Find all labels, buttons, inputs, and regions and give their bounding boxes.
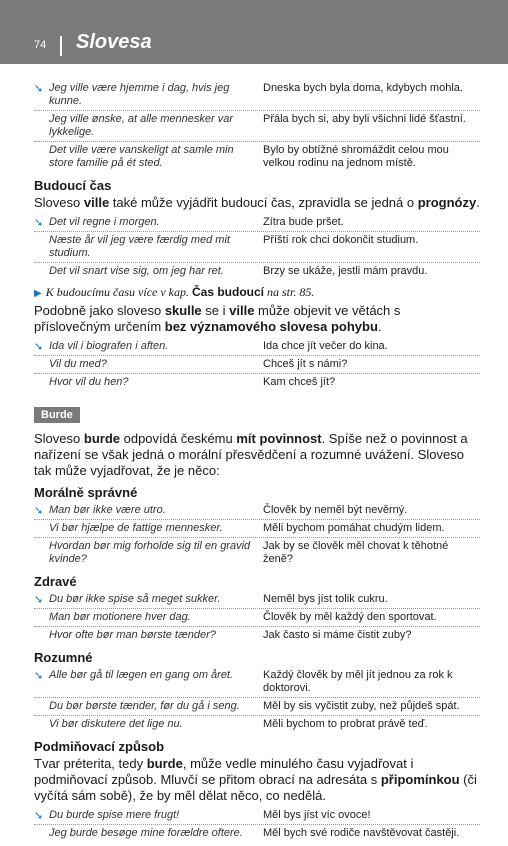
example-row: [34, 110, 480, 141]
danish-text: Du bør ikke spise så meget sukker.: [49, 593, 221, 605]
danish-sentence: [34, 376, 263, 389]
example-arrow-icon: ➘: [34, 810, 44, 822]
czech-translation: Brzy se ukáže, jestli mám pravdu.: [263, 265, 428, 277]
danish-text: Vi bør hjælpe de fattige mennesker.: [49, 522, 223, 534]
danish-sentence: [34, 540, 263, 566]
example-table-ville: [34, 80, 480, 172]
example-table-reasonable: [34, 667, 480, 733]
danish-sentence: [34, 265, 263, 278]
czech-translation: Ida chce jít večer do kina.: [263, 340, 388, 352]
example-row: [34, 231, 480, 262]
example-table-moral: [34, 502, 480, 568]
danish-sentence: [34, 504, 263, 517]
danish-sentence: [34, 718, 263, 731]
example-arrow-icon: ➘: [34, 83, 44, 95]
danish-text: Man bør motionere hver dag.: [49, 611, 191, 623]
danish-text: Det vil snart vise sig, om jeg har ret.: [49, 265, 224, 277]
example-table-conditional: [34, 807, 480, 842]
danish-sentence: [34, 358, 263, 371]
danish-sentence: [34, 827, 263, 840]
czech-translation: Zítra bude pršet.: [263, 216, 344, 228]
example-table-motion: [34, 338, 480, 391]
example-row: [34, 373, 480, 391]
danish-text: Hvor vil du hen?: [49, 376, 129, 388]
cross-reference: ▶ K budoucímu času více v kap. Čas budoucí na str. 85.: [34, 285, 315, 299]
danish-text: Hvor ofte bør man børste tænder?: [49, 629, 216, 641]
page-header: [0, 0, 508, 64]
danish-text: Alle bør gå til lægen en gang om året.: [49, 669, 234, 681]
danish-text: Det ville være vanskeligt at samle min store familie på ét sted.: [49, 144, 234, 169]
danish-sentence: [34, 611, 263, 624]
danish-sentence: [34, 340, 263, 353]
example-row: [34, 667, 480, 697]
example-row: [34, 697, 480, 715]
czech-translation: Chceš jít s námi?: [263, 358, 348, 370]
example-arrow-icon: ➘: [34, 505, 44, 517]
chapter-title: Slovesa: [76, 31, 152, 53]
example-arrow-icon: ➘: [34, 217, 44, 229]
conditional-paragraph: Tvar préterita, tedy burde, může vedle minulého času vyjadřovat i podmiňovací způsob. Mluvčí se přitom obrací na adresáta s připomínkou (či vyčítá sám sobě), že by měl dělat něco, co nedělá.: [34, 756, 477, 803]
section-heading-conditional: Podmiňovací způsob: [34, 739, 165, 754]
czech-translation: Člověk by neměl být nevěrný.: [263, 504, 408, 516]
czech-translation: Měl bys jíst víc ovoce!: [263, 809, 371, 821]
section-heading-healthy: Zdravé: [34, 574, 77, 589]
example-row: [34, 502, 480, 519]
example-row: [34, 537, 480, 568]
example-row: [34, 824, 480, 842]
danish-text: Vil du med?: [49, 358, 107, 370]
danish-text: Jeg burde besøge mine forældre oftere.: [49, 827, 243, 839]
section-heading-reasonable: Rozumné: [34, 650, 93, 665]
danish-sentence: [34, 593, 263, 606]
example-row: [34, 519, 480, 537]
future-paragraph: Sloveso ville také může vyjádřit budoucí čas, zpravidla se jedná o prognózy.: [34, 195, 480, 210]
czech-translation: Člověk by měl každý den sportovat.: [263, 611, 437, 623]
czech-translation: Měli bychom to probrat právě teď.: [263, 718, 428, 730]
example-arrow-icon: ➘: [34, 594, 44, 606]
danish-sentence: [34, 82, 263, 108]
czech-translation: Každý člověk by měl jít jednou za rok k doktorovi.: [263, 669, 453, 694]
czech-translation: Kam chceš jít?: [263, 376, 336, 388]
czech-translation: Neměl bys jíst tolik cukru.: [263, 593, 388, 605]
czech-translation: Přála bych si, aby byli všichni lidé šťastní.: [263, 113, 466, 125]
motion-paragraph: Podobně jako sloveso skulle se i ville může objevit ve větách s příslovečným určením bez významového slovesa pohybu.: [34, 303, 401, 334]
czech-translation: Jak často si máme čistit zuby?: [263, 629, 412, 641]
example-row: [34, 715, 480, 733]
burde-paragraph: Sloveso burde odpovídá českému mít povinnost. Spíše než o povinnost a nařízení se však jedná o morální přesvědčení a rozumné uvážení. Sloveso tak může vyjadřovat, že je něco:: [34, 431, 468, 478]
section-heading-moral: Morálně správné: [34, 485, 138, 500]
danish-text: Jeg ville ønske, at alle mennesker var lykkelige.: [49, 113, 234, 138]
danish-sentence: [34, 144, 263, 170]
danish-text: Vi bør diskutere det lige nu.: [49, 718, 183, 730]
danish-sentence: [34, 113, 263, 139]
danish-text: Det vil regne i morgen.: [49, 216, 160, 228]
czech-translation: Měli bychom pomáhat chudým lidem.: [263, 522, 445, 534]
czech-translation: Měl by sis vyčistit zuby, než půjdeš spát.: [263, 700, 460, 712]
czech-translation: Příští rok chci dokončit studium.: [263, 234, 419, 246]
triangle-arrow-icon: ▶: [34, 288, 42, 299]
danish-text: Næste år vil jeg være færdig med mit studium.: [49, 234, 230, 259]
czech-translation: Měl bych své rodiče navštěvovat častěji.: [263, 827, 460, 839]
section-tag-burde: Burde: [34, 407, 80, 423]
example-row: [34, 626, 480, 644]
example-arrow-icon: ➘: [34, 341, 44, 353]
danish-sentence: [34, 234, 263, 260]
example-row: [34, 608, 480, 626]
example-row: [34, 591, 480, 608]
example-row: [34, 80, 480, 110]
section-heading-future: Budoucí čas: [34, 178, 112, 193]
danish-sentence: [34, 216, 263, 229]
danish-sentence: [34, 522, 263, 535]
example-row: [34, 141, 480, 172]
example-row: [34, 214, 480, 231]
example-table-healthy: [34, 591, 480, 644]
czech-translation: Jak by se člověk měl chovat k těhotné ženě?: [263, 540, 449, 565]
danish-text: Du burde spise mere frugt!: [49, 809, 180, 821]
example-row: [34, 355, 480, 373]
danish-text: Ida vil i biografen i aften.: [49, 340, 169, 352]
page-number: 74: [34, 39, 47, 51]
czech-translation: Dneska bych byla doma, kdybych mohla.: [263, 82, 463, 94]
page-content: [34, 80, 480, 846]
example-row: [34, 338, 480, 355]
danish-sentence: [34, 809, 263, 822]
example-table-future: [34, 214, 480, 280]
danish-sentence: [34, 629, 263, 642]
header-separator: [60, 36, 62, 56]
danish-text: Du bør børste tænder, før du gå i seng.: [49, 700, 240, 712]
danish-text: Jeg ville være hjemme i dag, hvis jeg kunne.: [49, 82, 230, 107]
example-row: [34, 262, 480, 280]
danish-text: Man bør ikke være utro.: [49, 504, 166, 516]
danish-sentence: [34, 700, 263, 713]
example-row: [34, 807, 480, 824]
example-arrow-icon: ➘: [34, 670, 44, 682]
danish-text: Hvordan bør mig forholde sig til en gravid kvinde?: [49, 540, 251, 565]
danish-sentence: [34, 669, 263, 695]
czech-translation: Bylo by obtížné shromáždit celou mou velkou rodinu na jednom místě.: [263, 144, 449, 169]
